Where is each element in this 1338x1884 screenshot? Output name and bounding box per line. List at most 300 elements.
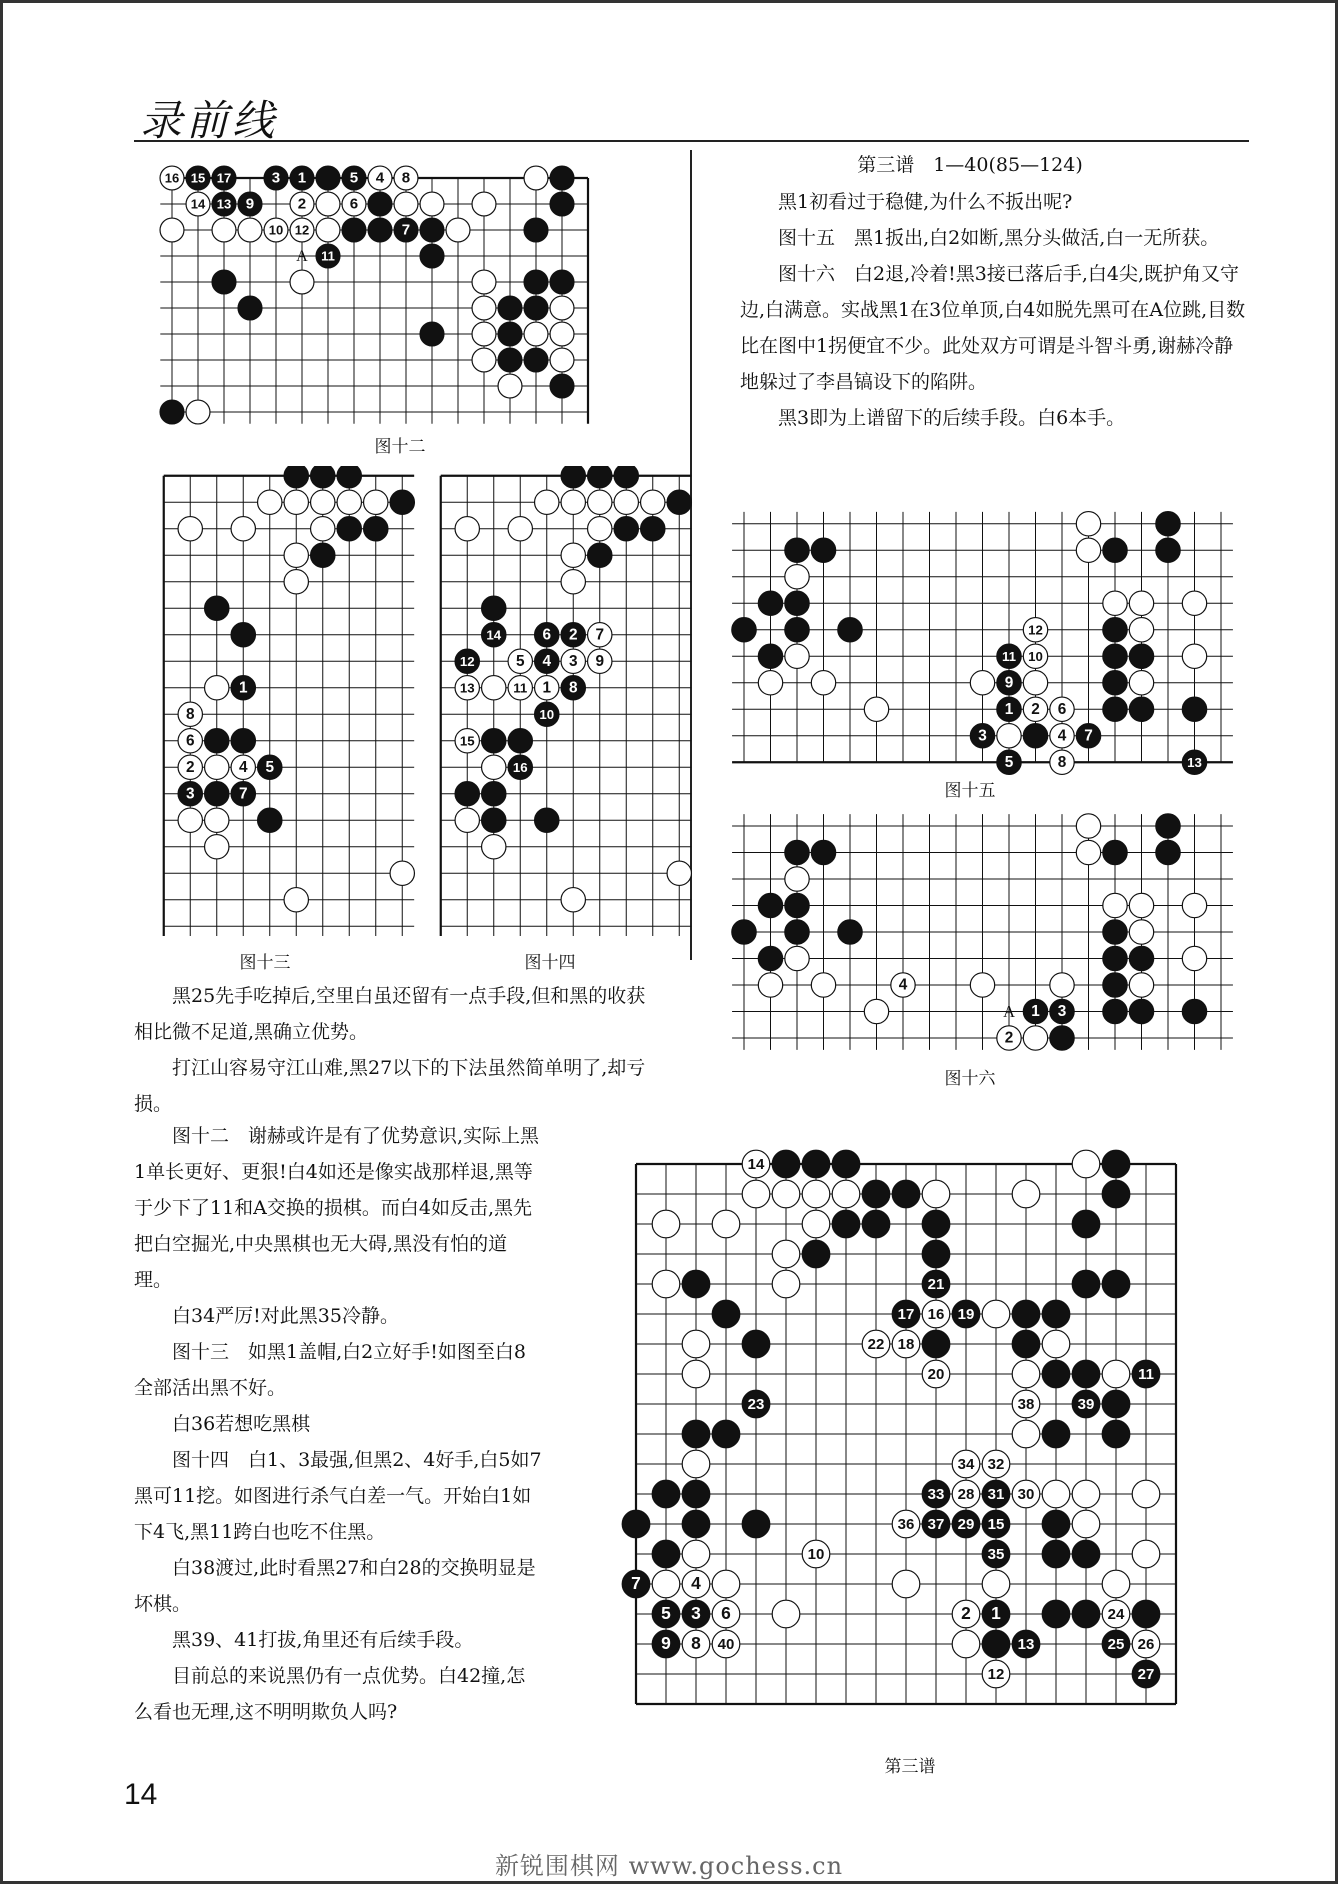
white-stone — [682, 1570, 710, 1598]
black-stone — [742, 1390, 770, 1418]
black-stone — [785, 591, 809, 615]
white-stone — [482, 676, 506, 700]
move-number: 15 — [987, 1516, 1005, 1534]
move-number: 2 — [1031, 700, 1040, 718]
move-number: 2 — [185, 758, 195, 776]
black-stone — [508, 755, 532, 779]
move-number: 1 — [238, 679, 248, 697]
black-stone — [482, 782, 506, 806]
white-stone — [508, 517, 532, 541]
white-stone — [1103, 591, 1127, 615]
white-stone — [758, 973, 782, 997]
white-stone — [588, 490, 612, 514]
black-stone — [535, 702, 559, 726]
black-stone — [712, 1300, 740, 1328]
white-stone — [342, 192, 366, 216]
move-number: 33 — [927, 1486, 945, 1504]
black-stone — [652, 1630, 680, 1658]
paragraph: 图十六 白2退,冷着!黑3接已落后手,白4尖,既护角又守边,白满意。实战黑1在3位单顶,白4如脱先黑可在A位跳,目数比在图中1拐便宜不少。此处双方可谓是斗智斗勇,谢赫冷静地躲过了李昌镐设下的陷阱。 — [740, 263, 1246, 393]
move-number: 10 — [539, 706, 555, 722]
black-stone — [550, 192, 574, 216]
black-stone — [1042, 1540, 1070, 1568]
black-stone — [535, 649, 559, 673]
diagram-14 — [425, 466, 695, 936]
move-number: 9 — [661, 1633, 671, 1654]
white-stone — [394, 166, 418, 190]
black-stone — [238, 296, 262, 320]
white-stone — [561, 888, 585, 912]
black-stone — [205, 596, 229, 620]
white-stone — [892, 1570, 920, 1598]
move-number: 8 — [401, 169, 411, 187]
white-stone — [1182, 644, 1206, 668]
black-stone — [1042, 1600, 1070, 1628]
white-stone — [178, 517, 202, 541]
move-number: 6 — [542, 626, 552, 644]
black-stone — [622, 1570, 650, 1598]
white-stone — [652, 1570, 680, 1598]
move-number: 15 — [190, 170, 206, 186]
black-stone — [997, 697, 1021, 721]
black-stone — [1156, 840, 1180, 864]
diagram-main-record — [570, 1094, 1242, 1774]
move-number: 13 — [1187, 754, 1202, 770]
black-stone — [290, 166, 314, 190]
move-number: 4 — [691, 1573, 701, 1594]
white-stone — [667, 861, 691, 885]
header-rule — [134, 140, 1249, 142]
black-stone — [316, 244, 340, 268]
black-stone — [1103, 644, 1127, 668]
black-stone — [1156, 512, 1180, 536]
white-stone — [1129, 893, 1153, 917]
black-stone — [832, 1150, 860, 1178]
white-stone — [186, 192, 210, 216]
white-stone — [535, 676, 559, 700]
black-stone — [838, 920, 862, 944]
move-number: 11 — [513, 680, 528, 696]
move-number: 7 — [595, 626, 605, 644]
diagram-14-caption: 图十四 — [524, 953, 576, 973]
white-stone — [472, 296, 496, 320]
white-stone — [1076, 512, 1100, 536]
black-stone — [420, 322, 444, 346]
diagram-13-caption: 图十三 — [239, 953, 291, 973]
black-stone — [682, 1480, 710, 1508]
white-stone — [455, 517, 479, 541]
black-stone — [772, 1150, 800, 1178]
move-number: 39 — [1077, 1396, 1095, 1414]
black-stone — [420, 244, 444, 268]
black-stone — [1012, 1300, 1040, 1328]
move-number: 18 — [897, 1336, 915, 1354]
black-stone — [1042, 1360, 1070, 1388]
white-stone — [982, 1660, 1010, 1688]
black-stone — [922, 1240, 950, 1268]
black-stone — [1103, 999, 1127, 1023]
black-stone — [205, 729, 229, 753]
white-stone — [588, 623, 612, 647]
black-stone — [205, 782, 229, 806]
black-stone — [997, 644, 1021, 668]
white-stone — [802, 1540, 830, 1568]
white-stone — [1132, 1540, 1160, 1568]
black-stone — [588, 466, 612, 488]
white-stone — [1050, 750, 1074, 774]
white-stone — [682, 1360, 710, 1388]
move-number: 34 — [957, 1456, 975, 1474]
point-label: A — [296, 248, 308, 266]
move-number: 6 — [185, 732, 195, 750]
white-stone — [186, 400, 210, 424]
white-stone — [550, 348, 574, 372]
white-stone — [802, 1180, 830, 1208]
black-stone — [811, 840, 835, 864]
move-number: 26 — [1137, 1636, 1155, 1654]
white-stone — [785, 565, 809, 589]
move-number: 4 — [1057, 727, 1067, 745]
move-number: 38 — [1017, 1396, 1035, 1414]
black-stone — [524, 296, 548, 320]
white-stone — [337, 490, 361, 514]
white-stone — [446, 218, 470, 242]
white-stone — [1076, 538, 1100, 562]
white-stone — [290, 270, 314, 294]
black-stone — [535, 623, 559, 647]
white-stone — [1072, 1510, 1100, 1538]
black-stone — [212, 270, 236, 294]
paragraph: 白36若想吃黑棋 — [172, 1413, 311, 1435]
move-number: 5 — [1004, 753, 1014, 771]
white-stone — [1050, 973, 1074, 997]
black-stone — [1103, 946, 1127, 970]
black-stone — [982, 1510, 1010, 1538]
move-number: 1 — [1004, 700, 1014, 718]
paragraph: 目前总的来说黑仍有一点优势。白42撞,怎么看也无理,这不明明欺负人吗? — [134, 1665, 526, 1723]
black-stone — [802, 1240, 830, 1268]
black-stone — [682, 1420, 710, 1448]
black-stone — [1156, 814, 1180, 838]
white-stone — [455, 729, 479, 753]
white-stone — [231, 517, 255, 541]
white-stone — [231, 755, 255, 779]
move-number: 13 — [1017, 1636, 1035, 1654]
paragraph: 黑3即为上谱留下的后续手段。白6本手。 — [778, 407, 1126, 429]
black-stone — [394, 218, 418, 242]
black-stone — [550, 374, 574, 398]
move-number: 27 — [1137, 1666, 1155, 1684]
white-stone — [1042, 1480, 1070, 1508]
black-stone — [1102, 1420, 1130, 1448]
diagram-15-caption: 图十五 — [944, 781, 996, 801]
white-stone — [712, 1630, 740, 1658]
white-stone — [508, 649, 532, 673]
white-stone — [482, 755, 506, 779]
white-stone — [772, 1240, 800, 1268]
move-number: 10 — [1028, 648, 1043, 664]
move-number: 4 — [898, 976, 908, 994]
black-stone — [922, 1330, 950, 1358]
black-stone — [1050, 1026, 1074, 1050]
diagram-16 — [720, 802, 1245, 1062]
black-stone — [1072, 1540, 1100, 1568]
move-number: 35 — [987, 1546, 1005, 1564]
black-stone — [742, 1510, 770, 1538]
white-stone — [652, 1270, 680, 1298]
move-number: 9 — [1004, 674, 1014, 692]
white-stone — [785, 644, 809, 668]
white-stone — [316, 192, 340, 216]
black-stone — [1072, 1600, 1100, 1628]
white-stone — [1012, 1360, 1040, 1388]
move-number: 30 — [1017, 1486, 1035, 1504]
black-stone — [420, 218, 444, 242]
black-stone — [498, 296, 522, 320]
white-stone — [772, 1180, 800, 1208]
white-stone — [641, 490, 665, 514]
move-number: 3 — [691, 1603, 701, 1624]
right-column-text — [740, 184, 1250, 436]
paragraph: 图十五 黑1扳出,白2如断,黑分头做活,白一无所获。 — [778, 227, 1220, 249]
white-stone — [970, 671, 994, 695]
move-number: 4 — [375, 169, 385, 187]
move-number: 10 — [268, 222, 284, 238]
black-stone — [1103, 920, 1127, 944]
move-number: 5 — [349, 169, 359, 187]
black-stone — [997, 671, 1021, 695]
black-stone — [1103, 538, 1127, 562]
white-stone — [420, 192, 444, 216]
move-number: 15 — [459, 733, 475, 749]
move-number: 8 — [568, 679, 578, 697]
white-stone — [455, 808, 479, 832]
black-stone — [1132, 1360, 1160, 1388]
black-stone — [682, 1510, 710, 1538]
black-stone — [1132, 1660, 1160, 1688]
running-header: 录前线 — [140, 96, 279, 145]
white-stone — [832, 1180, 860, 1208]
black-stone — [970, 724, 994, 748]
move-number: 6 — [1057, 700, 1067, 718]
black-stone — [390, 490, 414, 514]
white-stone — [1076, 840, 1100, 864]
black-stone — [311, 543, 335, 567]
black-stone — [342, 166, 366, 190]
white-stone — [1129, 973, 1153, 997]
black-stone — [524, 218, 548, 242]
move-number: 7 — [1084, 727, 1093, 745]
move-number: 8 — [1057, 753, 1067, 771]
white-stone — [284, 888, 308, 912]
white-stone — [1042, 1330, 1070, 1358]
black-stone — [652, 1600, 680, 1628]
white-stone — [535, 490, 559, 514]
move-number: 14 — [486, 627, 502, 643]
white-stone — [997, 1026, 1021, 1050]
black-stone — [1102, 1270, 1130, 1298]
black-stone — [1023, 724, 1047, 748]
white-stone — [1012, 1390, 1040, 1418]
black-stone — [1132, 1600, 1160, 1628]
white-stone — [1129, 671, 1153, 695]
black-stone — [922, 1510, 950, 1538]
black-stone — [667, 490, 691, 514]
black-stone — [1012, 1630, 1040, 1658]
white-stone — [1129, 591, 1153, 615]
white-stone — [952, 1450, 980, 1478]
move-number: 14 — [747, 1156, 765, 1174]
diagram-16-caption: 图十六 — [944, 1069, 996, 1089]
paragraph: 图十四 白1、3最强,但黑2、4好手,白5如7黑可11挖。如图进行杀气白差一气。开始白1如下4飞,黑11跨白也吃不住黑。 — [134, 1449, 542, 1543]
white-stone — [205, 835, 229, 859]
white-stone — [811, 973, 835, 997]
move-number: 2 — [568, 626, 578, 644]
white-stone — [1102, 1570, 1130, 1598]
black-stone — [1129, 697, 1153, 721]
white-stone — [178, 755, 202, 779]
black-stone — [732, 618, 756, 642]
black-stone — [758, 644, 782, 668]
white-stone — [1023, 644, 1047, 668]
black-stone — [238, 192, 262, 216]
white-stone — [1050, 697, 1074, 721]
white-stone — [284, 570, 308, 594]
move-number: 14 — [190, 196, 206, 212]
move-number: 2 — [1004, 1029, 1014, 1047]
white-stone — [205, 676, 229, 700]
black-stone — [758, 893, 782, 917]
white-stone — [742, 1180, 770, 1208]
white-stone — [1132, 1630, 1160, 1658]
black-stone — [922, 1270, 950, 1298]
black-stone — [758, 591, 782, 615]
white-stone — [982, 1450, 1010, 1478]
black-stone — [524, 270, 548, 294]
black-stone — [1156, 538, 1180, 562]
black-stone — [1042, 1420, 1070, 1448]
white-stone — [1103, 893, 1127, 917]
move-number: 8 — [185, 705, 195, 723]
move-number: 13 — [216, 196, 232, 212]
black-stone — [922, 1210, 950, 1238]
white-stone — [892, 1330, 920, 1358]
white-stone — [1102, 1600, 1130, 1628]
black-stone — [712, 1420, 740, 1448]
white-stone — [311, 517, 335, 541]
move-number: 17 — [897, 1306, 915, 1324]
white-stone — [758, 671, 782, 695]
left-column-text-upper — [134, 978, 664, 1122]
white-stone — [1023, 697, 1047, 721]
white-stone — [550, 322, 574, 346]
left-column-text-lower — [134, 1118, 542, 1730]
white-stone — [588, 649, 612, 673]
black-stone — [561, 466, 585, 488]
white-stone — [368, 166, 392, 190]
white-stone — [311, 490, 335, 514]
white-stone — [498, 374, 522, 398]
black-stone — [1103, 671, 1127, 695]
move-number: 37 — [927, 1516, 945, 1534]
black-stone — [811, 538, 835, 562]
white-stone — [1023, 1026, 1047, 1050]
white-stone — [588, 517, 612, 541]
move-number: 1 — [542, 679, 552, 697]
black-stone — [838, 618, 862, 642]
move-number: 32 — [987, 1456, 1005, 1474]
black-stone — [368, 192, 392, 216]
move-number: 25 — [1107, 1636, 1125, 1654]
move-number: 16 — [164, 170, 180, 186]
white-stone — [472, 192, 496, 216]
move-number: 7 — [401, 221, 411, 239]
move-number: 10 — [807, 1546, 825, 1564]
move-number: 2 — [961, 1603, 971, 1624]
white-stone — [290, 218, 314, 242]
move-number: 3 — [568, 652, 578, 670]
white-stone — [1182, 946, 1206, 970]
footer-watermark: 新锐围棋网 www.gochess.cn — [494, 1852, 844, 1880]
black-stone — [1050, 999, 1074, 1023]
paragraph: 黑25先手吃掉后,空里白虽还留有一点手段,但和黑的收获相比微不足道,黑确立优势。 — [134, 985, 646, 1043]
black-stone — [482, 808, 506, 832]
black-stone — [482, 729, 506, 753]
move-number: 1 — [991, 1603, 1001, 1624]
black-stone — [284, 466, 308, 488]
white-stone — [472, 270, 496, 294]
white-stone — [652, 1210, 680, 1238]
white-stone — [952, 1630, 980, 1658]
white-stone — [742, 1150, 770, 1178]
move-number: 13 — [459, 680, 475, 696]
white-stone — [1012, 1480, 1040, 1508]
white-stone — [1182, 591, 1206, 615]
white-stone — [922, 1300, 950, 1328]
move-number: 6 — [349, 195, 359, 213]
move-number: 12 — [987, 1666, 1005, 1684]
black-stone — [1072, 1270, 1100, 1298]
black-stone — [588, 543, 612, 567]
move-number: 11 — [1138, 1366, 1154, 1384]
black-stone — [1182, 697, 1206, 721]
move-number: 12 — [459, 653, 475, 669]
black-stone — [1023, 999, 1047, 1023]
white-stone — [561, 543, 585, 567]
move-number: 3 — [1057, 1003, 1067, 1021]
black-stone — [1042, 1300, 1070, 1328]
white-stone — [561, 490, 585, 514]
white-stone — [997, 724, 1021, 748]
section-title: 第三谱 1—40(85—124) — [857, 154, 1083, 176]
white-stone — [160, 166, 184, 190]
move-number: 11 — [1001, 648, 1017, 664]
black-stone — [482, 596, 506, 620]
move-number: 7 — [631, 1573, 641, 1594]
black-stone — [1129, 644, 1153, 668]
move-number: 8 — [691, 1633, 701, 1654]
white-stone — [1132, 1480, 1160, 1508]
move-number: 9 — [245, 195, 255, 213]
white-stone — [772, 1600, 800, 1628]
move-number: 31 — [987, 1486, 1005, 1504]
point-label: A — [1003, 1001, 1015, 1021]
white-stone — [316, 218, 340, 242]
white-stone — [1182, 893, 1206, 917]
move-number: 5 — [265, 758, 275, 776]
black-stone — [1072, 1210, 1100, 1238]
black-stone — [337, 466, 361, 488]
move-number: 21 — [927, 1276, 945, 1294]
